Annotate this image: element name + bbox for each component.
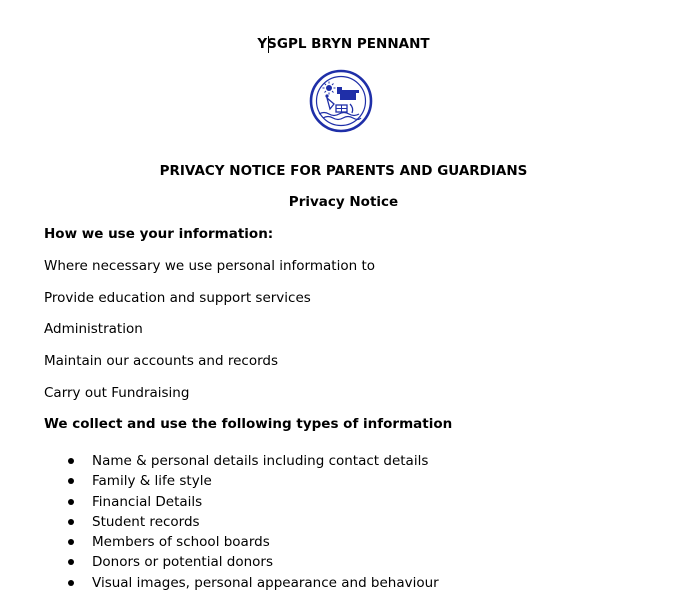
school-name: YSGPL BRYN PENNANT	[257, 36, 430, 52]
list-item	[68, 512, 439, 532]
list-item	[68, 552, 439, 572]
bullet-icon	[68, 458, 74, 464]
use-paragraph: Carry out Fundraising	[44, 385, 190, 401]
list-item	[68, 532, 439, 552]
bullet-icon	[68, 559, 74, 565]
how-we-use-heading: How we use your information:	[44, 226, 274, 242]
use-paragraph: Administration	[44, 321, 143, 337]
notice-subtitle: Privacy Notice	[288, 194, 399, 210]
list-item	[68, 492, 439, 512]
bullet-icon	[68, 519, 74, 525]
list-item	[68, 471, 439, 491]
list-item	[68, 451, 439, 471]
list-item-text: Student records	[92, 513, 200, 530]
list-item-text: Financial Details	[92, 493, 203, 510]
intro-paragraph: Where necessary we use personal information to	[44, 258, 375, 274]
use-paragraph: Provide education and support services	[44, 290, 311, 306]
school-crest-icon	[307, 68, 375, 134]
bullet-icon	[68, 539, 74, 545]
collect-heading: We collect and use the following types of information	[44, 416, 453, 432]
use-paragraph: Maintain our accounts and records	[44, 353, 279, 369]
notice-title: PRIVACY NOTICE FOR PARENTS AND GUARDIANS	[159, 163, 528, 179]
bullet-icon	[68, 580, 74, 586]
list-item-text: Name & personal details including contact details	[92, 453, 429, 469]
list-item-text: Family & life style	[92, 473, 212, 490]
list-item-text: Members of school boards	[92, 534, 270, 551]
bullet-icon	[68, 499, 74, 505]
information-types-list	[68, 451, 439, 593]
list-item-text: Donors or potential donors	[92, 554, 274, 571]
list-item	[68, 573, 439, 593]
list-item-text: Visual images, personal appearance and behaviour	[92, 574, 439, 591]
bullet-icon	[68, 478, 74, 484]
